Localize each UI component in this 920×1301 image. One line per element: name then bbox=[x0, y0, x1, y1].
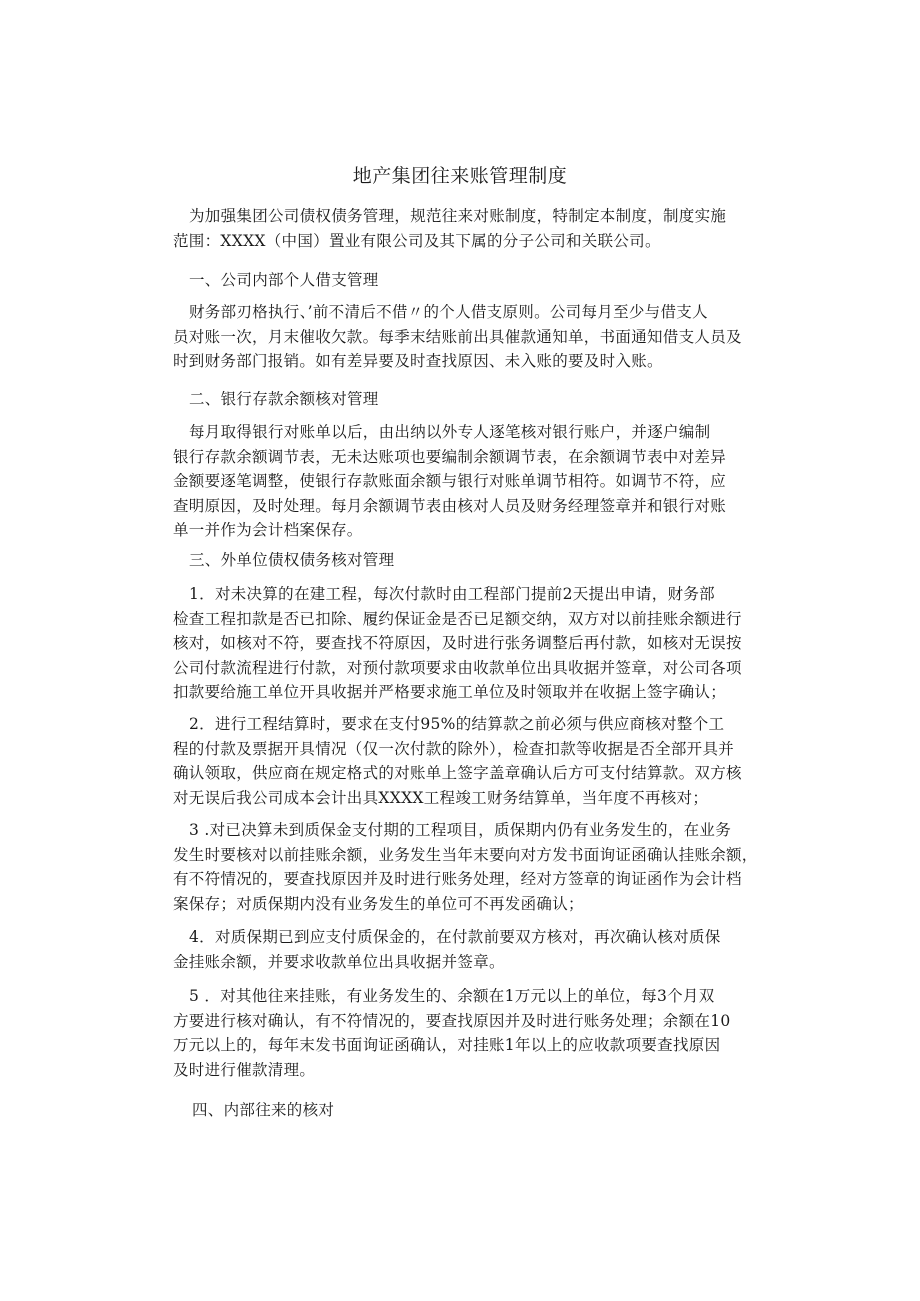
paragraph-line: 4．对质保期已到应支付质保金的，在付款前要双方核对，再次确认核对质保 bbox=[189, 928, 721, 946]
paragraph-line: 金额要逐笔调整，使银行存款账面余额与银行对账单调节相符。如调节不符，应 bbox=[173, 472, 727, 490]
section-heading-4: 四、内部往来的核对 bbox=[192, 1101, 335, 1119]
paragraph-line: 5 ．对其他往来挂账，有业务发生的、余额在1万元以上的单位，每3个月双 bbox=[189, 987, 715, 1005]
paragraph-line: 扣款要给施工单位开具收据并严格要求施工单位及时领取并在收据上签字确认； bbox=[173, 683, 727, 701]
paragraph-line: 员对账一次，月末催收欠款。每季末结账前出具催款通知单，书面通知借支人员及 bbox=[173, 327, 742, 346]
intro-paragraph bbox=[173, 204, 769, 253]
paragraph-line: 方要进行核对确认，有不符情况的，要查找原因并及时进行账务处理；余额在10 bbox=[173, 1011, 731, 1030]
section3-item-2 bbox=[173, 712, 769, 810]
paragraph-line: 单一并作为会计档案保存。 bbox=[173, 521, 363, 539]
paragraph-line: 每月取得银行对账单以后，由出纳以外专人逐笔核对银行账户，并逐户编制 bbox=[189, 423, 711, 441]
paragraph-line: 案保存；对质保期内没有业务发生的单位可不再发函确认； bbox=[173, 894, 584, 913]
paragraph-line: 银行存款余额调节表，无未达账项也要编制余额调节表，在余额调节表中对差异 bbox=[173, 447, 727, 466]
paragraph-line: 有不符情况的，要查找原因并及时进行账务处理，经对方签章的询证函作为会计档 bbox=[173, 870, 742, 888]
paragraph-line: 范围：XXXX（中国）置业有限公司及其下属的分子公司和关联公司。 bbox=[173, 231, 661, 250]
paragraph-line: 1．对未决算的在建工程，每次付款时由工程部门提前2天提出申请，财务部 bbox=[189, 585, 715, 603]
paragraph-line: 对无误后我公司成本会计出具XXXX工程竣工财务结算单，当年度不再核对； bbox=[173, 788, 709, 807]
paragraph-line: 公司付款流程进行付款，对预付款项要求由收款单位出具收据并签章，对公司各项 bbox=[173, 658, 742, 677]
paragraph-line: 程的付款及票据开具情况（仅一次付款的除外），检查扣款等收据是否全部开具并 bbox=[173, 739, 735, 758]
section1-paragraph bbox=[173, 300, 769, 374]
document-title: 地产集团往来账管理制度 bbox=[352, 165, 568, 187]
section-heading-1: 一、公司内部个人借支管理 bbox=[189, 271, 379, 289]
paragraph-line: 财务部刃格执行、’前不清后不借〃的个人借支原则。公司每月至少与借支人 bbox=[189, 303, 708, 321]
paragraph-line: 2．进行工程结算时，要求在支付95%的结算款之前必须与供应商核对整个工 bbox=[189, 715, 725, 733]
paragraph-line: 金挂账余额，并要求收款单位出具收据并签章。 bbox=[173, 952, 505, 971]
paragraph-line: 查明原因，及时处理。每月余额调节表由核对人员及财务经理签章并和银行对账 bbox=[173, 496, 727, 515]
paragraph-line: 3 .对已决算未到质保金支付期的工程项目，质保期内仍有业务发生的，在业务 bbox=[189, 821, 732, 839]
section2-paragraph bbox=[173, 420, 769, 543]
section3-item-3 bbox=[173, 818, 769, 916]
paragraph-line: 万元以上的，每年末发书面询证函确认，对挂账1年以上的应收款项要查找原因 bbox=[173, 1036, 721, 1054]
paragraph-line: 检查工程扣款是否已扣除、履约保证金是否已足额交纳，双方对以前挂账余额进行 bbox=[173, 609, 742, 628]
paragraph-line: 核对，如核对不符，要查找不符原因，及时进行张务调整后再付款，如核对无误按 bbox=[173, 634, 742, 652]
paragraph-line: 发生时要核对以前挂账余额，业务发生当年末要向对方发书面询证函确认挂账余额， bbox=[173, 845, 758, 864]
section-heading-3: 三、外单位债权债务核对管理 bbox=[189, 551, 395, 569]
paragraph-line: 及时进行催款清理。 bbox=[173, 1060, 316, 1079]
paragraph-line: 为加强集团公司债权债务管理，规范往来对账制度，特制定本制度，制度实施 bbox=[189, 207, 727, 225]
section3-item-4 bbox=[173, 925, 769, 974]
section3-item-5 bbox=[173, 984, 769, 1082]
paragraph-line: 确认领取，供应商在规定格式的对账单上签字盖章确认后方可支付结算款。双方核 bbox=[173, 764, 742, 782]
section-heading-2: 二、银行存款余额核对管理 bbox=[189, 390, 379, 408]
section3-item-1 bbox=[173, 582, 769, 705]
paragraph-line: 时到财务部门报销。如有差异要及时查找原因、未入账的要及时入账。 bbox=[173, 352, 663, 370]
